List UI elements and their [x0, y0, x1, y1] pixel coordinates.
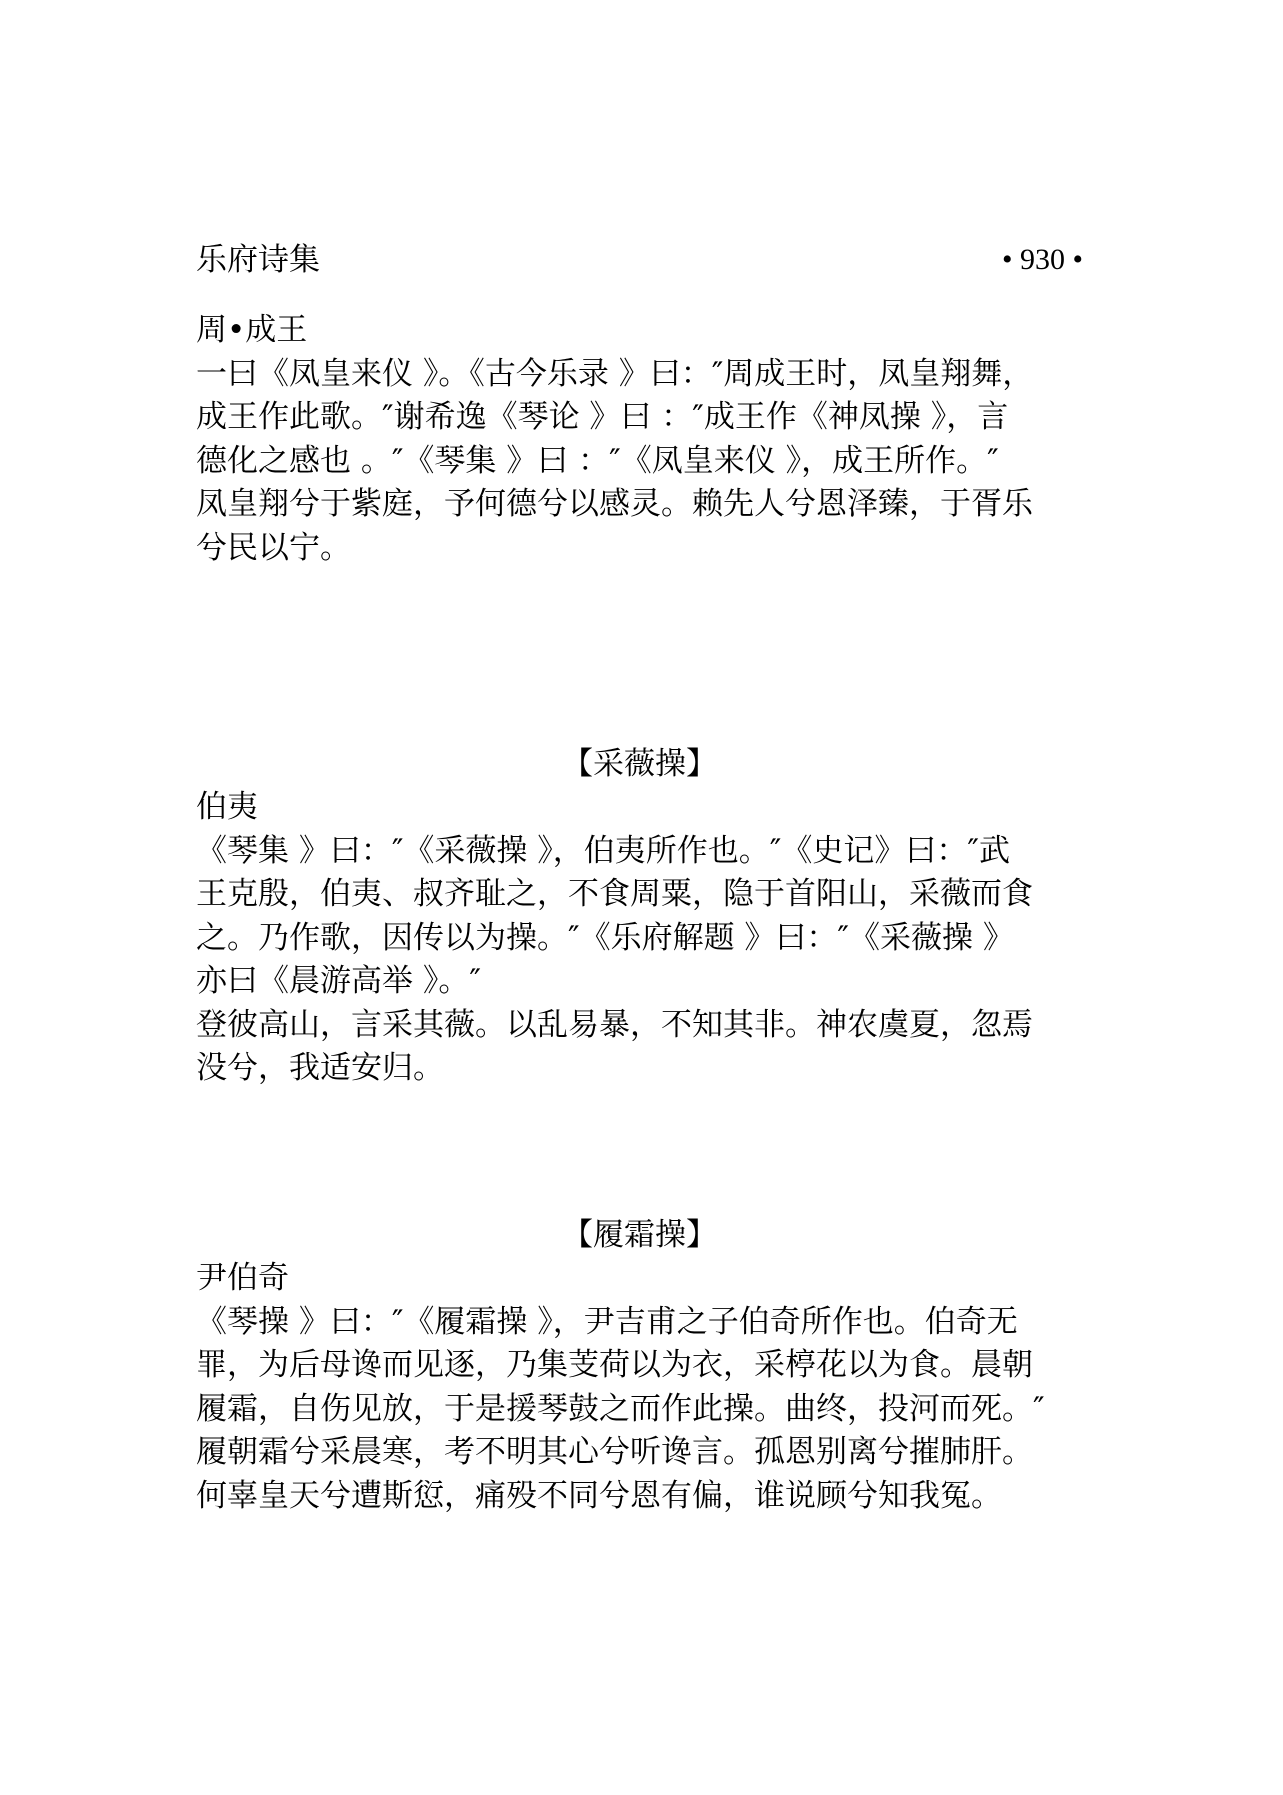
section-author: 伯夷 — [196, 789, 258, 825]
section-author: 周•成王 — [196, 312, 308, 348]
section-author: 尹伯奇 — [196, 1260, 289, 1296]
section-title: 【采薇操】 — [562, 746, 717, 782]
text-line: 兮民以宁。 — [196, 529, 351, 566]
text-line: 履朝霜兮采晨寒，考不明其心兮听谗言。孤恩别离兮摧肺肝。 — [196, 1434, 1033, 1470]
book-title: 乐府诗集 — [196, 242, 320, 278]
text-line: 之。乃作歌，因传以为操。″《乐府解题 》曰：″《采薇操 》 — [196, 919, 1014, 956]
section-title: 【履霜操】 — [562, 1217, 717, 1253]
section-fenghuang — [196, 309, 1096, 570]
section-lvshuang — [196, 1257, 1096, 1518]
text-line: 何辜皇天兮遭斯愆，痛殁不同兮恩有偏，谁说顾兮知我冤。 — [196, 1477, 1002, 1514]
text-line: 登彼高山，言采其薇。以乱易暴，不知其非。神农虞夏，忽焉 — [196, 1006, 1033, 1043]
text-line: 一曰《凤皇来仪 》。《古今乐录 》曰：″周成王时，凤皇翔舞， — [196, 355, 1034, 392]
text-line: 凤皇翔兮于紫庭，予何德兮以感灵。赖先人兮恩泽臻，于胥乐 — [196, 486, 1033, 522]
text-line: 德化之感也 。″《琴集 》曰 ：″《凤皇来仪 》，成王所作。″ — [196, 442, 999, 479]
text-line: 王克殷，伯夷、叔齐耻之，不食周粟，隐于首阳山，采薇而食 — [196, 876, 1033, 912]
text-line: 亦曰《晨游高举 》。″ — [196, 963, 481, 999]
text-line: 成王作此歌。″谢希逸《琴论 》曰 ：″成王作《神凤操 》，言 — [196, 399, 1009, 435]
text-line: 履霜，自伤见放，于是援琴鼓之而作此操。曲终，投河而死。″ — [196, 1390, 1045, 1427]
text-line: 没兮，我适安归。 — [196, 1050, 444, 1086]
page-number: • 930 • — [1001, 243, 1083, 276]
text-line: 《琴集 》曰：″《采薇操 》，伯夷所作也。″《史记》曰：″武 — [196, 832, 1010, 869]
text-line: 《琴操 》曰：″《履霜操 》，尹吉甫之子伯奇所作也。伯奇无 — [196, 1303, 1018, 1340]
text-line: 罪，为后母谗而见逐，乃集芰荷以为衣，采楟花以为食。晨朝 — [196, 1347, 1033, 1383]
page-header — [196, 238, 1083, 282]
section-caiwei — [196, 786, 1096, 1091]
